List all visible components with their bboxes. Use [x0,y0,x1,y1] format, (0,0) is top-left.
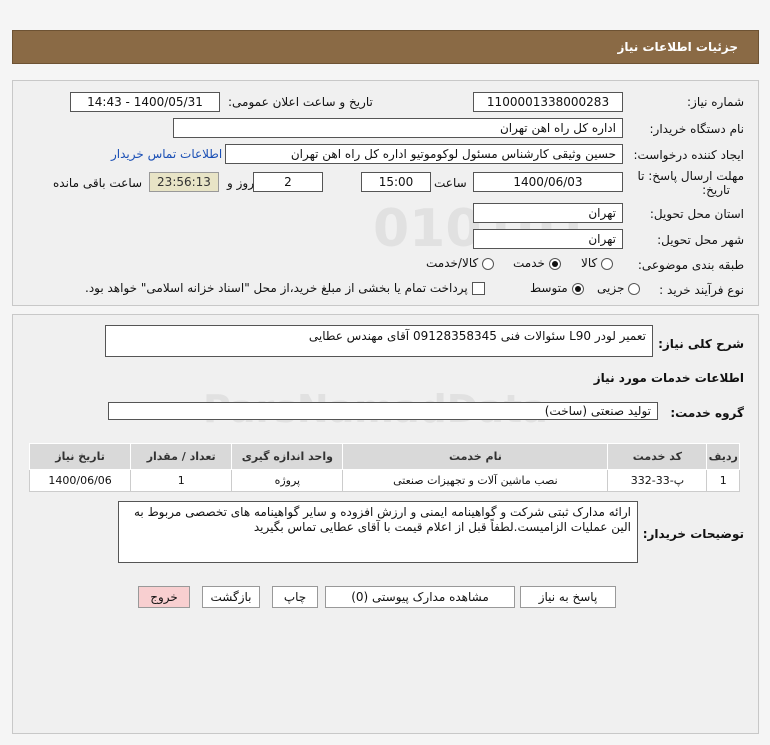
city-label: شهر محل تحویل: [657,233,744,247]
remaining-label: ساعت باقی مانده [53,176,143,190]
announce-label: تاریخ و ساعت اعلان عمومی: [228,95,373,109]
col-quantity: تعداد / مقدار [131,444,232,470]
deadline-label-2: تاریخ: [702,183,730,197]
category-radio-goods[interactable] [601,258,613,270]
need-number-field: 1100001338000283 [473,92,623,112]
buyer-notes-field: ارائه مدارک ثبتی شرکت و گواهینامه ایمنی و ارزش افزوده و سایر گواهینامه های تخصصی مربوط به الین عملیات الزامیست.لطفاً قبل از اعلام قیمت با آقای عطایی تماس بگیرید [118,501,638,563]
payment-treasury-checkbox[interactable] [472,282,485,295]
need-number-label: شماره نیاز: [687,95,744,109]
col-row: ردیف [707,444,740,470]
province-label: استان محل تحویل: [649,207,744,221]
services-title: اطلاعات خدمات مورد نیاز [593,371,744,385]
service-group-field: تولید صنعتی (ساخت) [108,402,658,420]
service-group-label: گروه خدمت: [670,406,744,420]
buyer-contact-link[interactable]: اطلاعات تماس خریدار [111,147,223,161]
payment-treasury-note: پرداخت تمام یا بخشی از مبلغ خرید،از محل "اسناد خزانه اسلامی" خواهد بود. [85,281,468,295]
col-need-date: تاریخ نیاز [30,444,131,470]
buyer-org-field: اداره کل راه اهن تهران [173,118,623,138]
process-option-minor-label: جزیی [597,281,625,295]
deadline-date-field: 1400/06/03 [473,172,623,192]
page-header [12,30,759,64]
need-details-panel [12,314,759,734]
category-option-service[interactable] [513,256,561,270]
cell-service-name: نصب ماشین آلات و تجهیزات صنعتی [343,470,608,492]
process-option-medium-label: متوسط [530,281,568,295]
deadline-time-label: ساعت [434,176,467,190]
table-row [30,470,740,492]
process-label: نوع فرآیند خرید : [659,283,744,297]
exit-button[interactable]: خروج [138,586,190,608]
col-service-code: کد خدمت [608,444,707,470]
category-option-both-label: کالا/خدمت [426,256,479,270]
col-service-name: نام خدمت [343,444,608,470]
category-option-goods-label: کالا [581,256,598,270]
process-radio-minor[interactable] [628,283,640,295]
category-radio-both[interactable] [482,258,494,270]
services-table [29,443,740,492]
buyer-notes-label: توضیحات خریدار: [642,527,744,541]
reply-button[interactable]: پاسخ به نیاز [520,586,616,608]
need-info-panel [12,80,759,306]
cell-unit: پروژه [232,470,343,492]
view-documents-button[interactable]: مشاهده مدارک پیوستی (0) [325,586,515,608]
process-option-minor[interactable] [597,281,640,295]
category-option-service-label: خدمت [513,256,545,270]
services-table-header [30,444,740,470]
cell-quantity: 1 [131,470,232,492]
deadline-time-field: 15:00 [361,172,431,192]
cell-service-code: پ-33-332 [608,470,707,492]
requester-label: ایجاد کننده درخواست: [633,148,744,162]
city-field: تهران [473,229,623,249]
requester-field: حسین وثیقی کارشناس مسئول لوکوموتیو اداره کل راه اهن تهران [225,144,623,164]
summary-field: تعمیر لودر L90 سئوالات فنی 09128358345 آقای مهندس عطایی [105,325,653,357]
col-unit: واحد اندازه گیری [232,444,343,470]
category-option-both[interactable] [426,256,494,270]
announce-field: 1400/05/31 - 14:43 [70,92,220,112]
province-field: تهران [473,203,623,223]
payment-treasury-option[interactable] [85,281,485,295]
deadline-label: مهلت ارسال پاسخ: تا [637,169,744,183]
remaining-timer: 23:56:13 [149,172,219,192]
print-button[interactable]: چاپ [272,586,318,608]
days-label: روز و [227,176,254,190]
cell-need-date: 1400/06/06 [30,470,131,492]
back-button[interactable]: بازگشت [202,586,260,608]
page-title: جزئیات اطلاعات نیاز [617,40,738,54]
process-option-medium[interactable] [530,281,584,295]
buyer-org-label: نام دستگاه خریدار: [649,122,744,136]
category-option-goods[interactable] [581,256,613,270]
process-radio-medium[interactable] [572,283,584,295]
category-label: طبقه بندی موضوعی: [637,258,744,272]
category-radio-service[interactable] [549,258,561,270]
cell-row: 1 [707,470,740,492]
summary-label: شرح کلی نیاز: [658,337,744,351]
days-field: 2 [253,172,323,192]
